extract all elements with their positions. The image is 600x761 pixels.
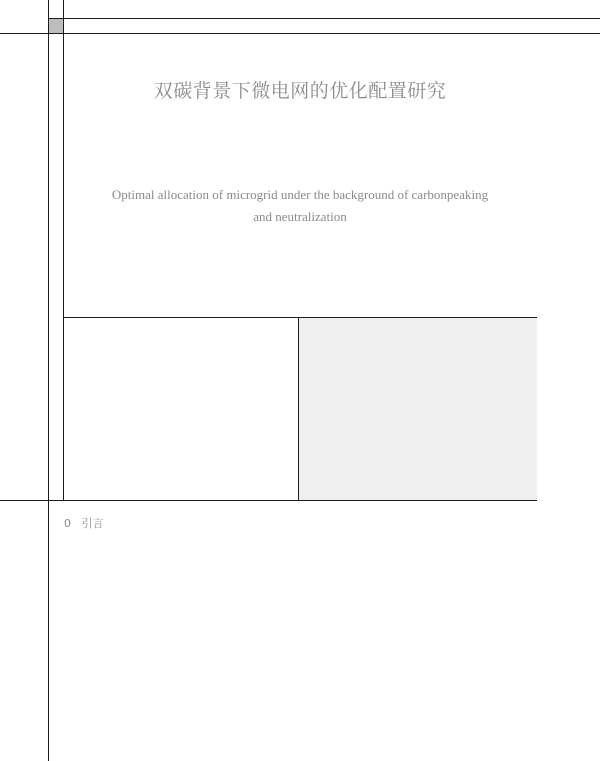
- section-heading: [64, 515, 104, 531]
- corner-marker: [49, 19, 63, 33]
- section-number: 0: [64, 517, 71, 530]
- english-title-line-2: and neutralization: [253, 209, 347, 224]
- box-divider-rule: [298, 317, 299, 501]
- section-title: 引言: [81, 517, 104, 530]
- box-bottom-rule: [0, 500, 537, 501]
- gray-panel: [299, 318, 537, 500]
- header-rule-bottom: [0, 33, 600, 34]
- header-rule-top: [48, 18, 600, 19]
- left-margin-rule: [48, 0, 49, 761]
- english-title-line-1: Optimal allocation of microgrid under the background of carbonpeaking: [111, 187, 489, 202]
- english-title: [80, 184, 520, 228]
- chinese-title: 双碳背景下微电网的优化配置研究: [153, 80, 447, 102]
